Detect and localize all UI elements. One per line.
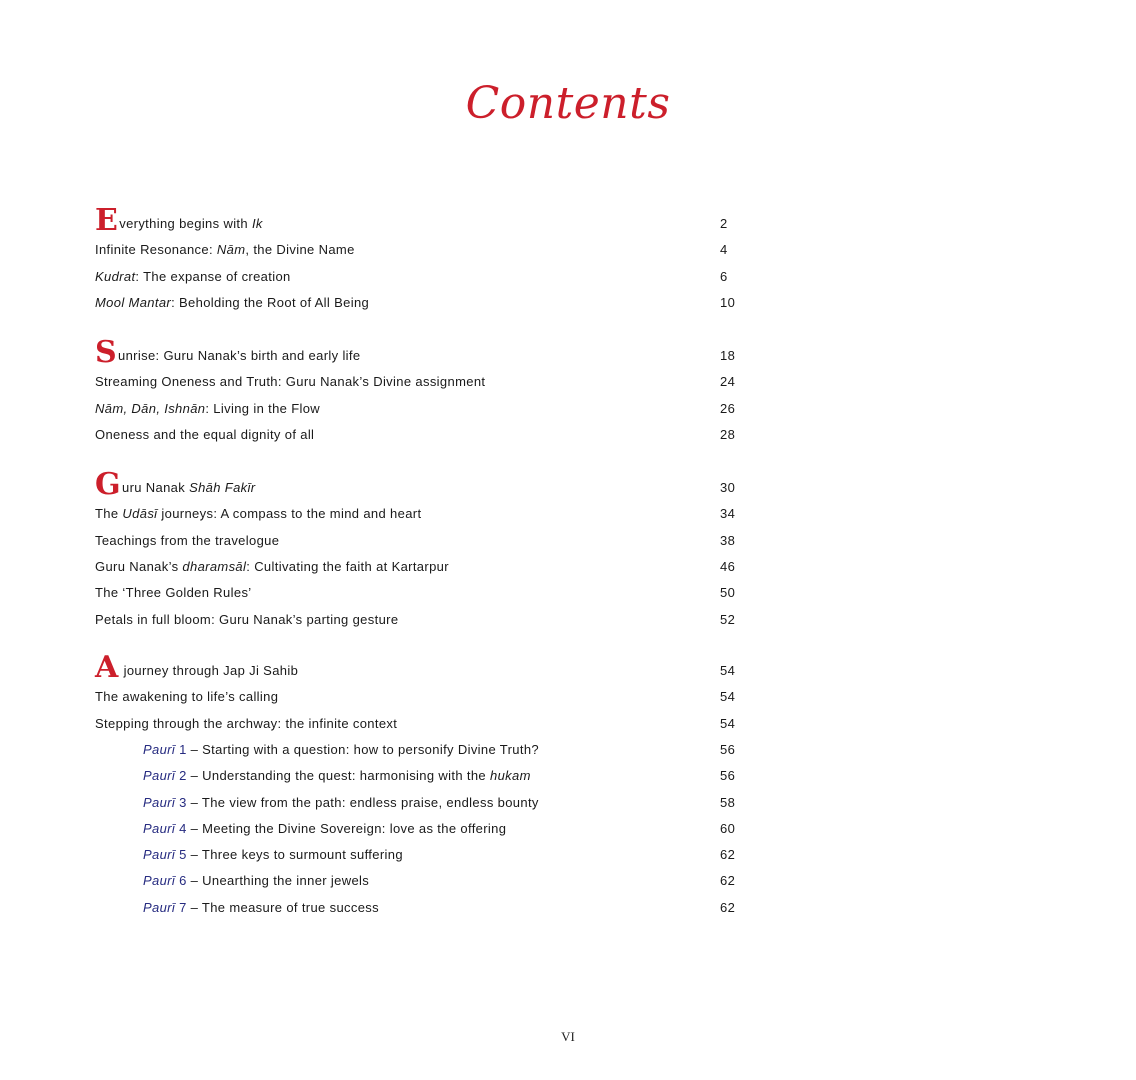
toc-entry-title <box>143 795 539 810</box>
toc-title-part: unrise: Guru Nanak’s birth and early life <box>118 348 361 363</box>
toc-entry-title <box>95 612 398 627</box>
toc-title-part: : Beholding the Root of All Being <box>171 294 370 310</box>
toc-page-number: 50 <box>720 585 736 601</box>
toc-title-part: dharamsāl <box>182 558 247 574</box>
toc-title-part: Ik <box>251 216 263 231</box>
toc-entry-title <box>95 335 361 370</box>
drop-cap: E <box>95 203 119 238</box>
toc-page-number: 56 <box>720 768 736 784</box>
toc-entry <box>95 608 740 630</box>
toc-title-part: Paurī <box>143 794 176 810</box>
toc-page-number: 26 <box>720 400 736 416</box>
toc-title-part: Kudrat <box>95 268 136 284</box>
toc-title-part: Petals in full bloom: Guru Nanak’s parting gesture <box>95 611 399 627</box>
drop-cap: A <box>95 650 119 685</box>
toc-page-number: 62 <box>720 873 736 889</box>
toc-title-part: – Three keys to surmount suffering <box>186 847 403 863</box>
toc-page-number: 38 <box>720 532 736 548</box>
toc-title-part: Guru Nanak’s <box>95 558 183 574</box>
toc-entry-title <box>95 269 291 284</box>
page-number: VI <box>561 1029 575 1044</box>
toc-title-part: journeys: A compass to the mind and heart <box>157 506 422 522</box>
toc-title-part: Paurī <box>143 768 176 784</box>
toc-title-part: Udāsī <box>122 506 158 522</box>
toc-title-part: journey through Jap Ji Sahib <box>119 663 299 678</box>
toc-subentry <box>95 764 740 786</box>
toc-page-number: 52 <box>720 611 736 627</box>
drop-cap: G <box>95 467 121 502</box>
toc-page-number: 28 <box>720 426 736 442</box>
toc-entry <box>95 555 740 577</box>
toc-title-part: , the Divine Name <box>245 242 355 258</box>
toc-title-part: – The measure of true success <box>186 899 380 915</box>
toc-entry-title <box>95 427 314 442</box>
toc-entry-title <box>95 585 252 600</box>
toc-entry <box>95 370 740 392</box>
toc-page-number: 18 <box>720 348 736 363</box>
toc-title-part: Nām <box>216 242 246 258</box>
toc-page-number: 58 <box>720 794 736 810</box>
toc-entry-title <box>95 203 263 238</box>
toc-title-part: 5 <box>175 847 187 863</box>
toc-title-part: verything begins with <box>119 216 252 231</box>
toc-page-number: 62 <box>720 899 736 915</box>
toc-page-number: 54 <box>720 663 736 678</box>
toc-title-part: Paurī <box>143 741 176 757</box>
toc-entry-title <box>95 559 449 574</box>
toc-title-part: Paurī <box>143 847 176 863</box>
drop-cap: S <box>95 335 118 370</box>
toc-entry-title <box>143 847 403 862</box>
toc-entry-title <box>95 716 397 731</box>
toc-page-number: 2 <box>720 216 728 231</box>
toc-subentry <box>95 843 740 865</box>
toc-entry <box>95 203 740 238</box>
toc-entry-title <box>143 900 379 915</box>
toc-entry <box>95 581 740 603</box>
toc-page-number: 56 <box>720 741 736 757</box>
toc-title-part: hukam <box>489 768 531 784</box>
toc-entry-title <box>143 821 506 836</box>
toc-title-part: – The view from the path: endless praise, endless bounty <box>186 794 539 810</box>
toc-entry <box>95 529 740 551</box>
toc-entry <box>95 685 740 707</box>
toc-entry <box>95 502 740 524</box>
toc-title-part: The <box>95 506 123 522</box>
toc-entry <box>95 467 740 502</box>
toc-title-part: Stepping through the archway: the infinite context <box>95 715 398 731</box>
toc-page-number: 54 <box>720 689 736 705</box>
toc-title-part: Nām, Dān, Ishnān <box>95 400 206 416</box>
toc-entry-title <box>143 768 531 783</box>
toc-title-part: uru Nanak <box>121 480 190 495</box>
toc-page-number: 54 <box>720 715 736 731</box>
toc-entry-title <box>95 401 320 416</box>
toc-title-part: : Cultivating the faith at Kartarpur <box>246 558 449 574</box>
toc-entry-title <box>95 295 369 310</box>
toc-title-part: Paurī <box>143 899 176 915</box>
toc-subentry <box>95 791 740 813</box>
toc-title-part: – Starting with a question: how to personify Divine Truth? <box>186 741 539 757</box>
toc-page-number: 46 <box>720 558 736 574</box>
toc-entry <box>95 335 740 370</box>
toc-title-part: 1 <box>175 741 187 757</box>
toc-title-part: 7 <box>175 899 187 915</box>
toc-page-number: 30 <box>720 480 736 495</box>
toc-entry-title <box>95 467 256 502</box>
toc-page-number: 4 <box>720 242 728 258</box>
toc-title-part: Paurī <box>143 873 176 889</box>
toc-title-part: 4 <box>175 820 187 836</box>
toc-title-part: 6 <box>175 873 187 889</box>
toc-title-part: Infinite Resonance: <box>95 242 217 258</box>
toc-entry-title <box>95 242 355 257</box>
toc-entry <box>95 650 740 685</box>
toc-entry <box>95 265 740 287</box>
toc-subentry <box>95 869 740 891</box>
toc-page-number: 34 <box>720 506 736 522</box>
toc-entry-title <box>95 650 299 685</box>
toc-page-number: 24 <box>720 374 736 390</box>
toc-page-number: 10 <box>720 294 736 310</box>
toc-entry-title <box>95 689 278 704</box>
toc-title-part: – Unearthing the inner jewels <box>186 873 370 889</box>
page-title: Contents <box>465 78 671 129</box>
toc-title-part: Oneness and the equal dignity of all <box>95 426 315 442</box>
toc-title-part: Paurī <box>143 820 176 836</box>
toc-title-part: – Meeting the Divine Sovereign: love as the offering <box>186 820 507 836</box>
toc-page-number: 6 <box>720 268 728 284</box>
toc-title-part: 3 <box>175 794 187 810</box>
toc-title-part: Streaming Oneness and Truth: Guru Nanak’s Divine assignment <box>95 374 486 390</box>
toc-title-part: Shāh Fakīr <box>189 480 256 495</box>
toc-entry-title <box>143 742 539 757</box>
toc-subentry <box>95 817 740 839</box>
toc-title-part: Teachings from the travelogue <box>95 532 280 548</box>
toc-subentry <box>95 738 740 760</box>
toc-title-part: Mool Mantar <box>95 294 172 310</box>
toc-entry <box>95 291 740 313</box>
toc-subentry <box>95 896 740 918</box>
toc-title-part: – Understanding the quest: harmonising with the <box>186 768 490 784</box>
toc-entry <box>95 397 740 419</box>
toc-title-part: The awakening to life’s calling <box>95 689 279 705</box>
toc-entry-title <box>95 374 485 389</box>
toc-entry-title <box>95 506 421 521</box>
toc-entry <box>95 423 740 445</box>
toc-entry <box>95 238 740 260</box>
toc-page-number: 62 <box>720 847 736 863</box>
toc-title-part: The ‘Three Golden Rules’ <box>95 585 252 601</box>
toc-title-part: : Living in the Flow <box>205 400 321 416</box>
toc-entry-title <box>95 533 279 548</box>
toc-entry <box>95 712 740 734</box>
toc-title-part: 2 <box>175 768 187 784</box>
toc-entry-title <box>143 873 369 888</box>
toc-title-part: : The expanse of creation <box>135 268 291 284</box>
toc-page-number: 60 <box>720 820 736 836</box>
